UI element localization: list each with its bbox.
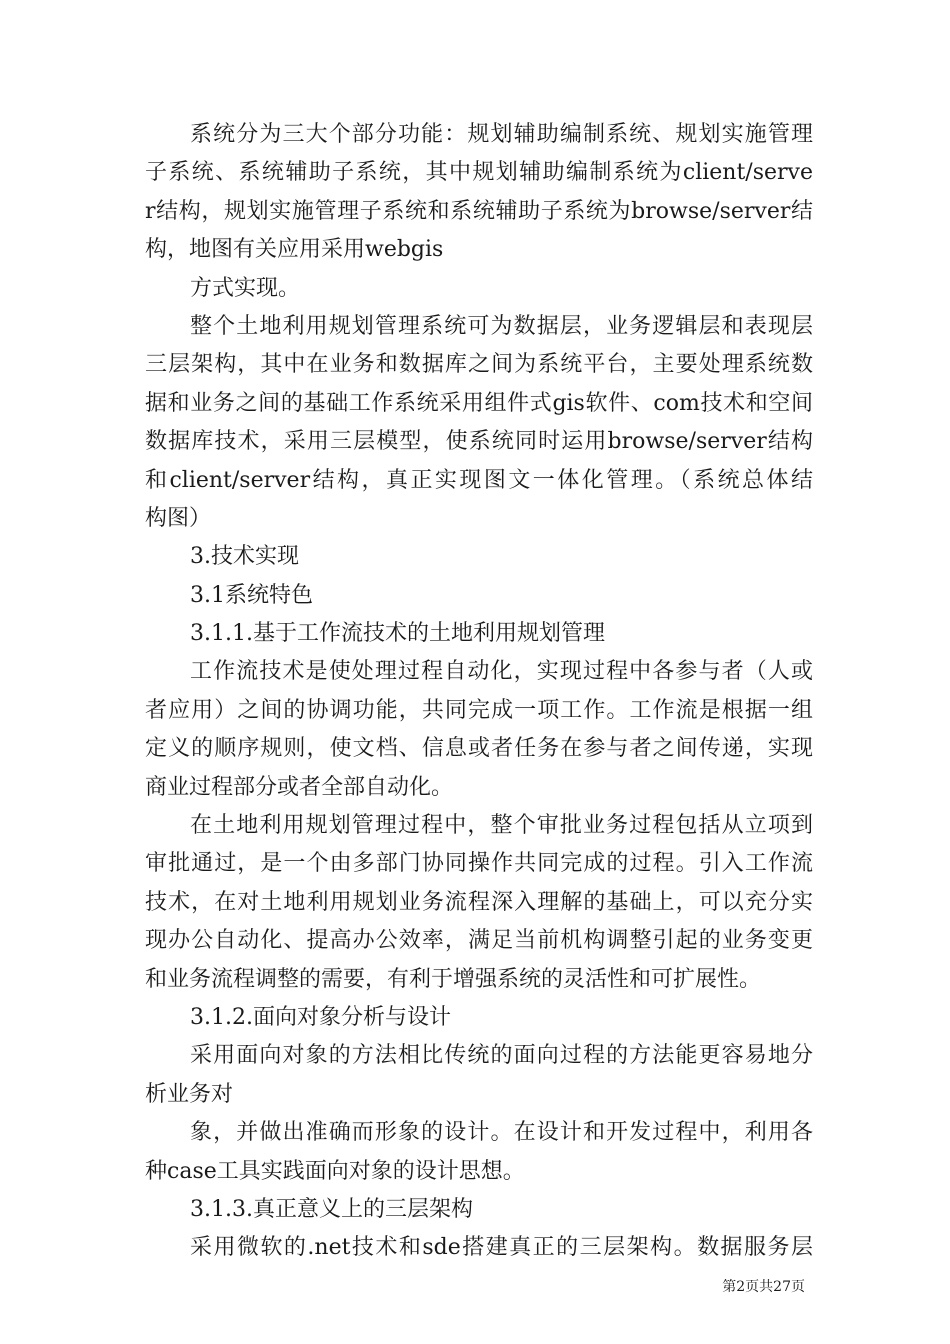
text-line: 采用微软的.net技术和sde搭建真正的三层架构。数据服务层 (190, 1235, 813, 1261)
section-heading: 3.1.3.真正意义上的三层架构 (190, 1196, 473, 1222)
text-line: 象，并做出准确而形象的设计。在设计和开发过程中，利用各 (190, 1120, 813, 1146)
section-heading: 3.技术实现 (190, 544, 299, 570)
text-line: 构，地图有关应用采用webgis (145, 237, 444, 263)
text-line: 商业过程部分或者全部自动化。 (145, 774, 454, 800)
text-line: 析业务对 (145, 1081, 234, 1107)
text-line: 构图） (145, 505, 212, 531)
text-line: 在土地利用规划管理过程中，整个审批业务过程包括从立项到 (190, 813, 813, 839)
text-line: 整个土地利用规划管理系统可为数据层，业务逻辑层和表现层 (190, 313, 813, 339)
text-line: r结构，规划实施管理子系统和系统辅助子系统为browse/server结 (145, 198, 813, 224)
text-line: 工作流技术是使处理过程自动化，实现过程中各参与者（人或 (190, 659, 813, 685)
page-number: 第2页共27页 (722, 1279, 805, 1295)
section-heading: 3.1.1.基于工作流技术的土地利用规划管理 (190, 621, 605, 647)
text-line: 和client/server结构，真正实现图文一体化管理。（系统总体结 (145, 467, 813, 493)
text-line: 采用面向对象的方法相比传统的面向过程的方法能更容易地分 (190, 1043, 813, 1069)
text-line: 技术，在对土地利用规划业务流程深入理解的基础上，可以充分实 (145, 889, 813, 915)
text-line: 子系统、系统辅助子系统，其中规划辅助编制系统为client/serve (145, 160, 813, 186)
text-line: 定义的顺序规则，使文档、信息或者任务在参与者之间传递，实现 (145, 736, 813, 762)
document-body (145, 116, 813, 1268)
text-line: 审批通过，是一个由多部门协同操作共同完成的过程。引入工作流 (145, 851, 813, 877)
text-line: 系统分为三大个部分功能：规划辅助编制系统、规划实施管理 (190, 122, 813, 147)
text-line: 据和业务之间的基础工作系统采用组件式gis软件、com技术和空间 (145, 390, 813, 416)
text-line: 和业务流程调整的需要，有利于增强系统的灵活性和可扩展性。 (145, 966, 762, 992)
section-heading: 3.1.2.面向对象分析与设计 (190, 1004, 451, 1030)
text-line: 现办公自动化、提高办公效率，满足当前机构调整引起的业务变更 (145, 928, 813, 954)
text-line: 三层架构，其中在业务和数据库之间为系统平台，主要处理系统数 (145, 352, 813, 378)
text-line: 方式实现。 (190, 275, 301, 301)
text-line: 者应用）之间的协调功能，共同完成一项工作。工作流是根据一组 (145, 697, 813, 723)
page-footer (0, 1276, 950, 1296)
text-line: 数据库技术，采用三层模型，使系统同时运用browse/server结构 (145, 429, 813, 455)
section-heading: 3.1系统特色 (190, 582, 313, 608)
text-line: 种case工具实践面向对象的设计思想。 (145, 1158, 525, 1184)
